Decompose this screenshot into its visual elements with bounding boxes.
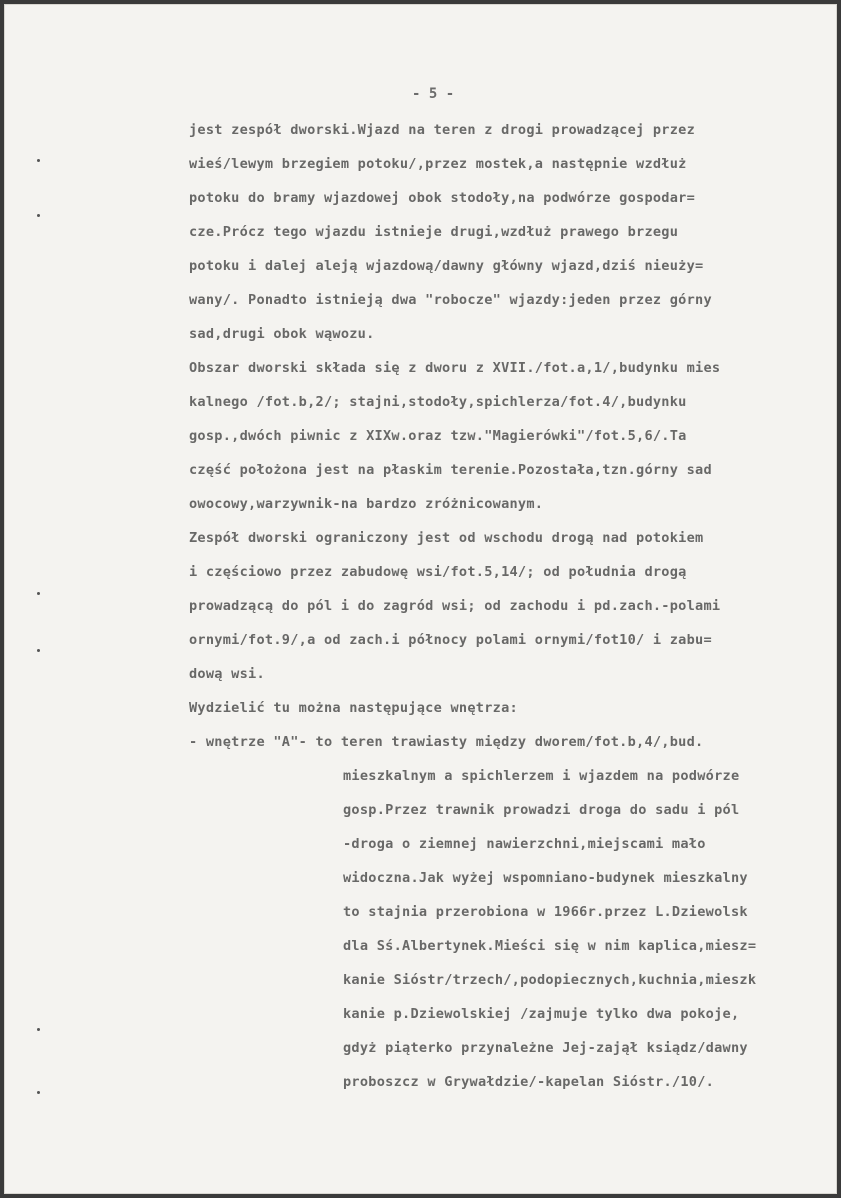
text-line: sad,drugi obok wąwozu.	[189, 326, 375, 342]
text-line: kalnego /fot.b,2/; stajni,stodoły,spichlerza/fot.4/,budynku	[189, 394, 687, 410]
text-line: jest zespół dworski.Wjazd na teren z drogi prowadzącej przez	[189, 122, 696, 138]
text-line: ornymi/fot.9/,a od zach.i północy polami ornymi/fot10/ i zabu=	[189, 632, 712, 648]
text-line: proboszcz w Grywałdzie/-kapelan Sióstr./10/.	[343, 1074, 715, 1090]
text-line: i częściowo przez zabudowę wsi/fot.5,14/; od południa drogą	[189, 564, 687, 580]
text-line: wieś/lewym brzegiem potoku/,przez mostek,a następnie wzdłuż	[189, 156, 687, 172]
text-line: mieszkalnym a spichlerzem i wjazdem na podwórze	[343, 768, 740, 784]
text-line: Wydzielić tu można następujące wnętrza:	[189, 700, 518, 716]
text-line: dla Sś.Albertynek.Mieści się w nim kaplica,miesz=	[343, 938, 757, 954]
margin-mark	[37, 159, 40, 162]
text-line: część położona jest na płaskim terenie.Pozostała,tzn.górny sad	[189, 462, 712, 478]
text-line: kanie Sióstr/trzech/,podopiecznych,kuchnia,mieszk	[343, 972, 757, 988]
text-line: potoku do bramy wjazdowej obok stodoły,na podwórze gospodar=	[189, 190, 696, 206]
document-page	[4, 4, 837, 1194]
text-line: Zespół dworski ograniczony jest od wschodu drogą nad potokiem	[189, 530, 704, 546]
text-line: owocowy,warzywnik-na bardzo zróżnicowanym.	[189, 496, 544, 512]
text-line: dową wsi.	[189, 666, 265, 682]
text-line: wany/. Ponadto istnieją dwa "robocze" wjazdy:jeden przez górny	[189, 292, 712, 308]
text-line: to stajnia przerobiona w 1966r.przez L.Dziewolsk	[343, 904, 748, 920]
text-line: gdyż piąterko przynależne Jej-zajął ksiądz/dawny	[343, 1040, 748, 1056]
text-line: -droga o ziemnej nawierzchni,miejscami mało	[343, 836, 706, 852]
margin-mark	[37, 592, 40, 595]
text-line: kanie p.Dziewolskiej /zajmuje tylko dwa pokoje,	[343, 1006, 740, 1022]
page-number: - 5 -	[412, 86, 455, 102]
text-line: widoczna.Jak wyżej wspomniano-budynek mieszkalny	[343, 870, 748, 886]
margin-mark	[37, 1028, 40, 1031]
text-line: - wnętrze "A"- to teren trawiasty między dworem/fot.b,4/,bud.	[189, 734, 704, 750]
text-line: prowadzącą do pól i do zagród wsi; od zachodu i pd.zach.-polami	[189, 598, 721, 614]
margin-mark	[37, 649, 40, 652]
text-line: Obszar dworski składa się z dworu z XVII./fot.a,1/,budynku mies	[189, 360, 721, 376]
text-line: potoku i dalej aleją wjazdową/dawny główny wjazd,dziś nieuży=	[189, 258, 704, 274]
text-line: gosp.Przez trawnik prowadzi droga do sadu i pól	[343, 802, 740, 818]
text-line: cze.Prócz tego wjazdu istnieje drugi,wzdłuż prawego brzegu	[189, 224, 679, 240]
margin-mark	[37, 1091, 40, 1094]
text-line: gosp.,dwóch piwnic z XIXw.oraz tzw."Magierówki"/fot.5,6/.Ta	[189, 428, 687, 444]
margin-mark	[37, 214, 40, 217]
